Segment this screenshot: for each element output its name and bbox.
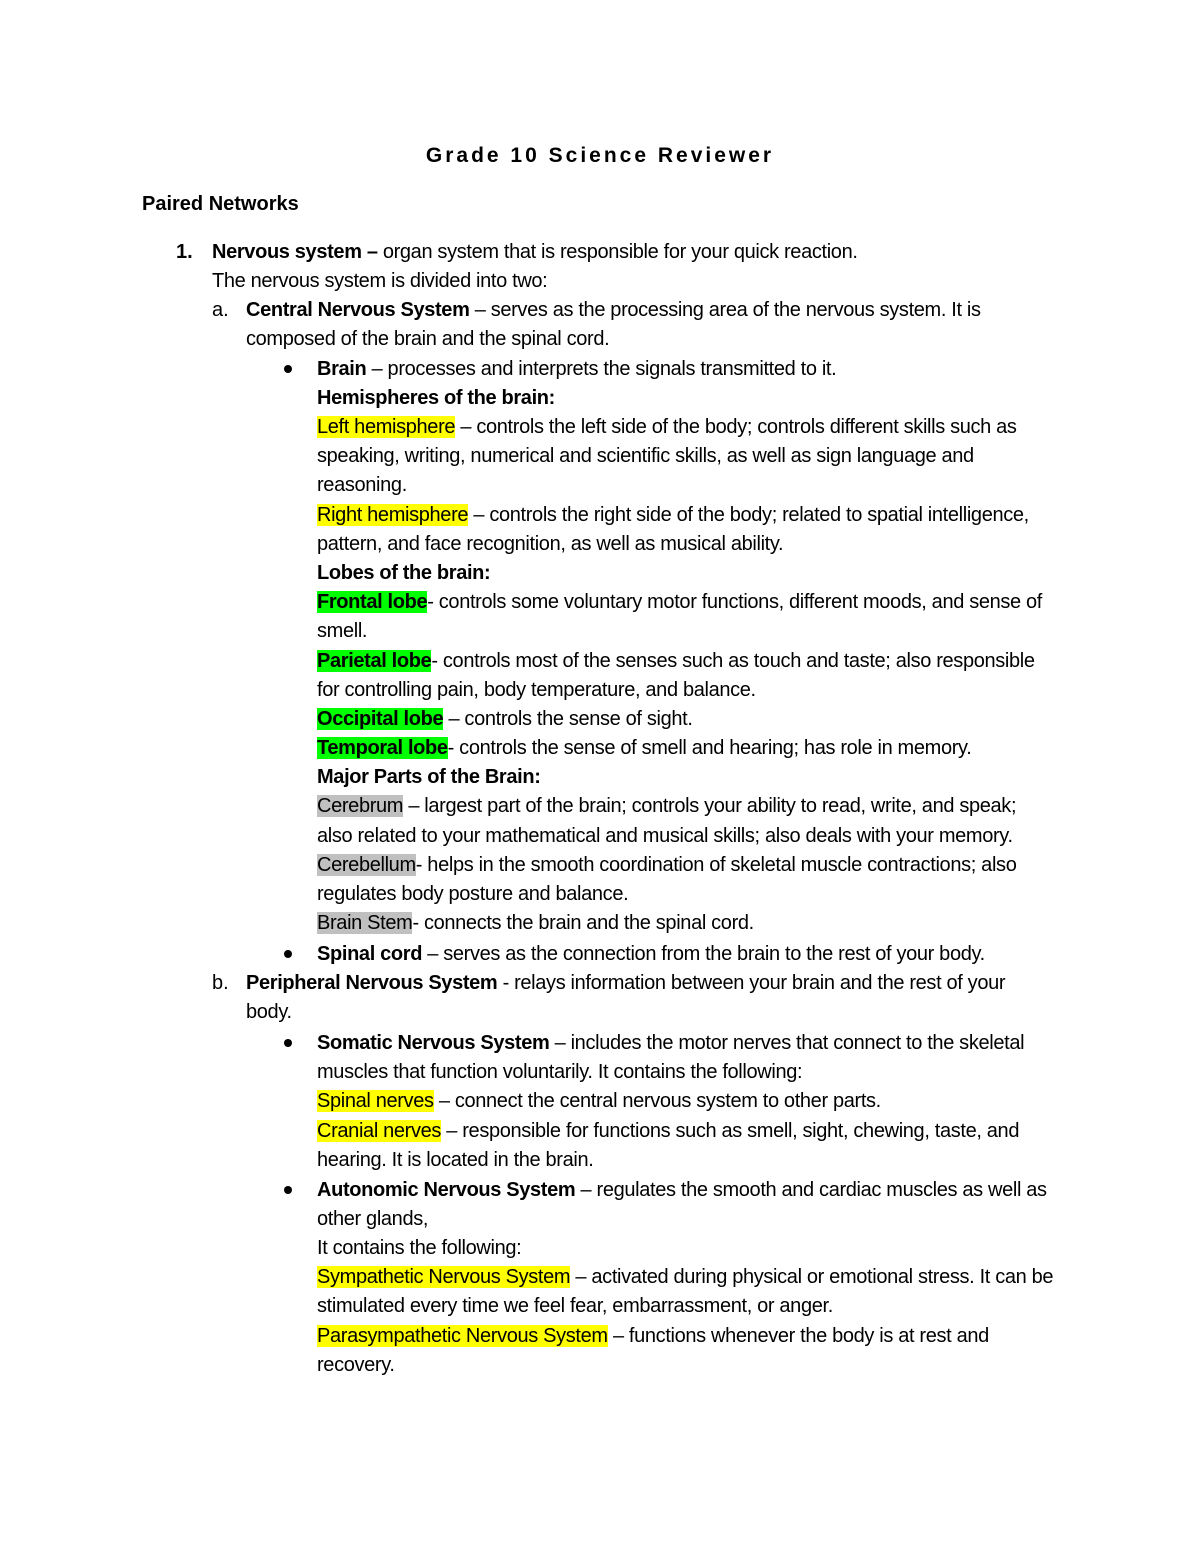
highlighted-term: Left hemisphere (317, 416, 456, 438)
term: Peripheral Nervous System (246, 972, 498, 994)
pns-line-2: body. (246, 1001, 292, 1023)
definition: – serves as the connection from the brain to the rest of your body. (422, 943, 985, 965)
nervous-intro-line: The nervous system is divided into two: (212, 270, 548, 292)
highlighted-term: Frontal lobe (317, 591, 428, 613)
cns-line-2: composed of the brain and the spinal cord. (246, 328, 610, 350)
term: Brain (317, 358, 367, 380)
nervous-system-line (212, 238, 858, 267)
list-marker-b: b. (212, 972, 229, 994)
frontal-lobe-line (317, 588, 1042, 617)
cerebellum-line-2: regulates body posture and balance. (317, 883, 629, 905)
definition: - connects the brain and the spinal cord. (412, 912, 754, 934)
highlighted-term: Sympathetic Nervous System (317, 1266, 571, 1288)
list-marker-1: 1. (176, 241, 193, 263)
bullet-icon (284, 1186, 292, 1194)
right-hemisphere-line-2: pattern, and face recognition, as well as musical ability. (317, 533, 784, 555)
frontal-lobe-line-2: smell. (317, 620, 368, 642)
definition: – regulates the smooth and cardiac muscles as well as (575, 1179, 1047, 1201)
autonomic-line-2: other glands, (317, 1208, 429, 1230)
autonomic-line (317, 1176, 1047, 1205)
highlighted-term: Cerebellum (317, 854, 416, 876)
lobes-heading: Lobes of the brain: (317, 562, 491, 584)
somatic-line-2: muscles that function voluntarily. It contains the following: (317, 1061, 803, 1083)
term: Nervous system – (212, 241, 378, 263)
definition: – connect the central nervous system to other parts. (433, 1090, 881, 1112)
cerebellum-line (317, 851, 1016, 880)
parasympathetic-line-2: recovery. (317, 1354, 395, 1376)
definition: – processes and interprets the signals transmitted to it. (366, 358, 837, 380)
section-heading: Paired Networks (142, 193, 299, 215)
occipital-lobe-line (317, 705, 693, 734)
cerebrum-line-2: also related to your mathematical and musical skills; also deals with your memory. (317, 825, 1013, 847)
highlighted-term: Occipital lobe (317, 708, 444, 730)
definition: - controls some voluntary motor functions, different moods, and sense of (427, 591, 1043, 613)
cranial-nerves-line (317, 1117, 1019, 1146)
definition: - helps in the smooth coordination of skeletal muscle contractions; also (415, 854, 1017, 876)
definition: – activated during physical or emotional stress. It can be (570, 1266, 1054, 1288)
document-title: Grade 10 Science Reviewer (425, 144, 775, 167)
definition: - relays information between your brain and the rest of your (497, 972, 1006, 994)
cerebrum-line (317, 792, 1016, 821)
left-hemisphere-line (317, 413, 1017, 442)
highlighted-term: Temporal lobe (317, 737, 448, 759)
autonomic-line-3: It contains the following: (317, 1237, 522, 1259)
bullet-icon (284, 1039, 292, 1047)
bullet-icon (284, 950, 292, 958)
highlighted-term: Brain Stem (317, 912, 413, 934)
parietal-lobe-line (317, 647, 1035, 676)
sympathetic-line-2: stimulated every time we feel fear, embarrassment, or anger. (317, 1295, 833, 1317)
definition: organ system that is responsible for your quick reaction. (377, 241, 858, 263)
parasympathetic-line (317, 1322, 989, 1351)
highlighted-term: Cerebrum (317, 795, 404, 817)
list-marker-a: a. (212, 299, 229, 321)
highlighted-term: Spinal nerves (317, 1090, 434, 1112)
somatic-line (317, 1029, 1024, 1058)
cranial-nerves-line-2: hearing. It is located in the brain. (317, 1149, 594, 1171)
major-parts-heading: Major Parts of the Brain: (317, 766, 541, 788)
spinal-nerves-line (317, 1087, 881, 1116)
definition: – serves as the processing area of the nervous system. It is (469, 299, 981, 321)
left-hemisphere-line-2: speaking, writing, numerical and scientific skills, as well as sign language and (317, 445, 974, 467)
brain-stem-line (317, 909, 754, 938)
definition: – functions whenever the body is at rest and (607, 1325, 989, 1347)
definition: – responsible for functions such as smell, sight, chewing, taste, and (441, 1120, 1020, 1142)
term: Somatic Nervous System (317, 1032, 550, 1054)
highlighted-term: Parasympathetic Nervous System (317, 1325, 608, 1347)
term: Central Nervous System (246, 299, 470, 321)
definition: – largest part of the brain; controls your ability to read, write, and speak; (403, 795, 1017, 817)
definition: - controls the sense of smell and hearing; has role in memory. (447, 737, 972, 759)
definition: – controls the sense of sight. (443, 708, 693, 730)
bullet-icon (284, 365, 292, 373)
highlighted-term: Right hemisphere (317, 504, 469, 526)
spinal-cord-line (317, 940, 985, 969)
cns-line (246, 296, 981, 325)
right-hemisphere-line (317, 501, 1029, 530)
highlighted-term: Cranial nerves (317, 1120, 442, 1142)
left-hemisphere-line-3: reasoning. (317, 474, 407, 496)
temporal-lobe-line (317, 734, 971, 763)
term: Spinal cord (317, 943, 423, 965)
sympathetic-line (317, 1263, 1053, 1292)
term: Autonomic Nervous System (317, 1179, 576, 1201)
definition: - controls most of the senses such as touch and taste; also responsible (431, 650, 1035, 672)
definition: – controls the left side of the body; controls different skills such as (455, 416, 1017, 438)
definition: – includes the motor nerves that connect to the skeletal (549, 1032, 1025, 1054)
hemispheres-heading: Hemispheres of the brain: (317, 387, 555, 409)
definition: – controls the right side of the body; related to spatial intelligence, (468, 504, 1029, 526)
brain-line (317, 355, 836, 384)
highlighted-term: Parietal lobe (317, 650, 432, 672)
parietal-lobe-line-2: for controlling pain, body temperature, and balance. (317, 679, 756, 701)
pns-line (246, 969, 1005, 998)
